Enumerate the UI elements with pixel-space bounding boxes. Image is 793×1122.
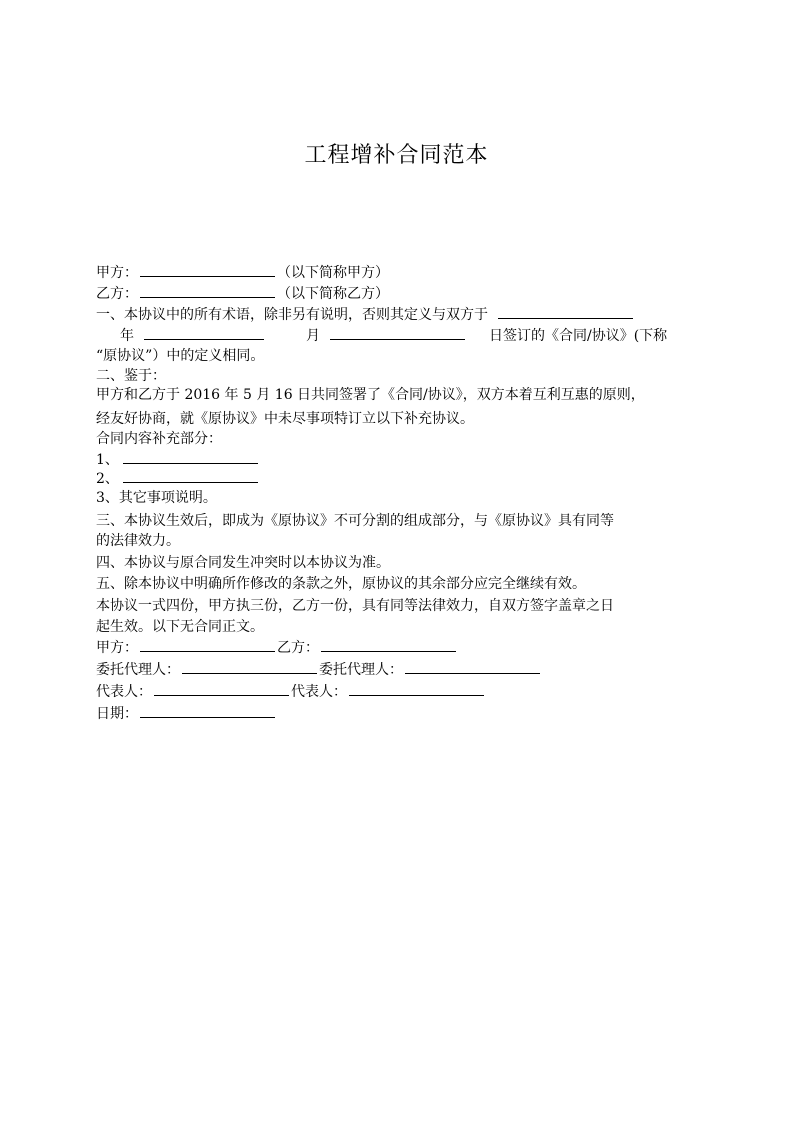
sign-agent-b-blank[interactable]	[405, 659, 540, 674]
item-1-label: 1、	[96, 452, 119, 468]
sign-party-a-blank[interactable]	[140, 637, 275, 652]
supplement-item-2	[96, 468, 260, 489]
item-1-blank[interactable]	[123, 449, 258, 464]
party-b-blank[interactable]	[140, 283, 275, 298]
party-b-label: 乙方：	[96, 286, 138, 302]
sign-rep-b-blank[interactable]	[349, 681, 484, 696]
item-2-blank[interactable]	[123, 468, 258, 483]
sign-agent-a-blank[interactable]	[182, 659, 317, 674]
clause1-blank-month[interactable]	[330, 325, 465, 340]
party-a-blank[interactable]	[140, 262, 275, 277]
sign-agent-row	[96, 659, 542, 680]
clause3-line1: 三、本协议生效后，即成为《原协议》不可分割的组成部分，与《原协议》具有同等	[96, 513, 614, 529]
clause3-line2: 的法律效力。	[96, 533, 180, 549]
party-b-line	[96, 283, 389, 304]
clause1-blank-1[interactable]	[498, 304, 633, 319]
clause2-heading: 二、鉴于：	[96, 368, 166, 384]
copies-line1: 本协议一式四份，甲方执三份，乙方一份，具有同等法律效力，自双方签字盖章之日	[96, 598, 614, 614]
sign-party-row	[96, 637, 458, 658]
party-a-suffix: （以下简称甲方）	[277, 265, 389, 281]
document-title: 工程增补合同范本	[304, 143, 489, 168]
supplement-heading: 合同内容补充部分：	[96, 431, 222, 447]
supplement-item-3: 3、其它事项说明。	[96, 490, 217, 506]
sign-party-b-blank[interactable]	[321, 637, 456, 652]
sign-date-row	[96, 703, 277, 724]
party-b-suffix: （以下简称乙方）	[277, 286, 389, 302]
clause5: 五、除本协议中明确所作修改的条款之外，原协议的其余部分应完全继续有效。	[96, 576, 586, 592]
clause1-text1: 一、本协议中的所有术语，除非另有说明，否则其定义与双方于	[96, 307, 488, 323]
clause2-body-line2: 经友好协商，就《原协议》中未尽事项特订立以下补充协议。	[96, 411, 474, 427]
sign-rep-a-blank[interactable]	[154, 681, 289, 696]
clause1-line3: “原协议”）中的定义相同。	[96, 348, 265, 364]
item-2-label: 2、	[96, 471, 119, 487]
copies-line2: 起生效。以下无合同正文。	[96, 619, 264, 635]
clause1-year: 年	[120, 328, 134, 344]
sign-rep-b-label: 代表人：	[291, 684, 347, 700]
clause2-body-line1: 甲方和乙方于 2016 年 5 月 16 日共同签署了《合同/协议》，双方本着互利互惠的原则，	[96, 387, 645, 403]
party-a-line	[96, 262, 389, 283]
sign-agent-b-label: 委托代理人：	[319, 662, 403, 678]
clause1-line2	[120, 325, 667, 346]
sign-rep-row	[96, 681, 486, 702]
sign-date-blank[interactable]	[140, 703, 275, 718]
clause1-blank-year[interactable]	[144, 325, 264, 340]
sign-party-a-label: 甲方：	[96, 640, 138, 656]
clause1-line1	[96, 304, 635, 325]
clause1-day-text: 日签订的《合同/协议》(下称	[489, 328, 668, 344]
sign-agent-a-label: 委托代理人：	[96, 662, 180, 678]
sign-date-label: 日期：	[96, 706, 138, 722]
sign-rep-a-label: 代表人：	[96, 684, 152, 700]
supplement-item-1	[96, 449, 260, 470]
clause1-month: 月	[306, 328, 320, 344]
party-a-label: 甲方：	[96, 265, 138, 281]
sign-party-b-label: 乙方：	[277, 640, 319, 656]
clause4: 四、本协议与原合同发生冲突时以本协议为准。	[96, 555, 390, 571]
